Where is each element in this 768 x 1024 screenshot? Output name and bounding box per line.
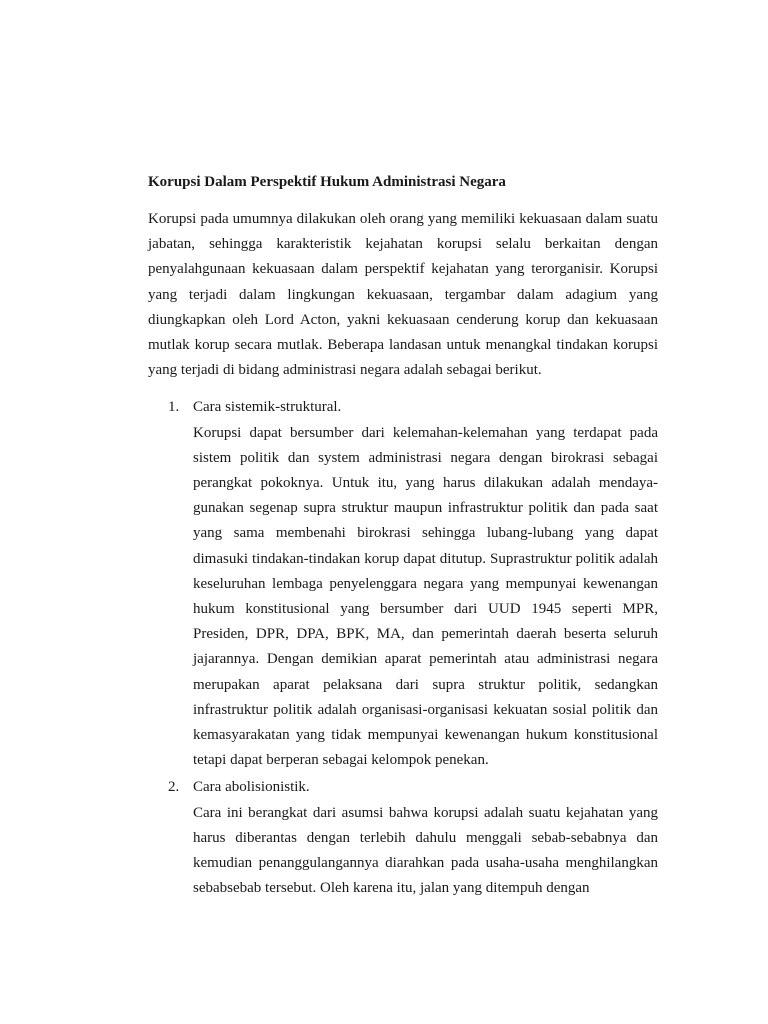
list-item	[148, 775, 658, 901]
document-title: Korupsi Dalam Perspektif Hukum Administrasi Negara	[148, 174, 506, 190]
document-page	[148, 171, 658, 903]
list-item-heading: Cara sistemik-struktural.	[193, 399, 342, 416]
numbered-list	[148, 395, 658, 901]
list-item-heading: Cara abolisionistik.	[193, 779, 310, 796]
list-item-number: 2.	[168, 779, 180, 796]
list-item-number: 1.	[168, 399, 180, 416]
list-item-body: Cara ini berangkat dari asumsi bahwa korupsi adalah suatu kejahatan yang harus diberantas dengan terlebih dahulu menggali sebab-sebabnya dan kemudian penanggulangannya diarahkan pada usaha-usaha menghilangkan sebabsebab tersebut. Oleh karena itu, jalan yang ditempuh dengan	[193, 804, 658, 897]
list-item	[148, 395, 658, 773]
intro-paragraph: Korupsi pada umumnya dilakukan oleh orang yang memiliki kekuasaan dalam suatu jabatan, sehingga karakteristik kejahatan korupsi selalu berkaitan dengan penyalahgunaan kekuasaan dalam perspektif kejahatan yang terorganisir. Korupsi yang terjadi dalam lingkungan kekuasaan, tergambar dalam adagium yang diungkapkan oleh Lord Acton, yakni kekuasaan cenderung korup dan kekuasaan mutlak korup secara mutlak. Beberapa landasan untuk menangkal tindakan korupsi yang terjadi di bidang administrasi negara adalah sebagai berikut.	[148, 211, 658, 379]
list-item-body: Korupsi dapat bersumber dari kelemahan-kelemahan yang terdapat pada sistem politik dan system administrasi negara dengan birokrasi sebagai perangkat pokoknya. Untuk itu, yang harus dilakukan adalah mendaya-gunakan segenap supra struktur maupun infrastruktur politik dan pada saat yang sama membenahi birokrasi sehingga lubang-lubang yang dapat dimasuki tindakan-tindakan korup dapat ditutup. Suprastruktur politik adalah keseluruhan lembaga penyelenggara negara yang mempunyai kewenangan hukum konstitusional yang bersumber dari UUD 1945 seperti MPR, Presiden, DPR, DPA, BPK, MA, dan pemerintah daerah beserta seluruh jajarannya. Dengan demikian aparat pemerintah atau administrasi negara merupakan aparat pelaksana dari supra struktur politik, sedangkan infrastruktur politik adalah organisasi-organisasi kekuatan sosial politik dan kemasyarakatan yang tidak mempunyai kewenangan hukum konstitusional tetapi dapat berperan sebagai kelompok penekan.	[193, 424, 658, 769]
